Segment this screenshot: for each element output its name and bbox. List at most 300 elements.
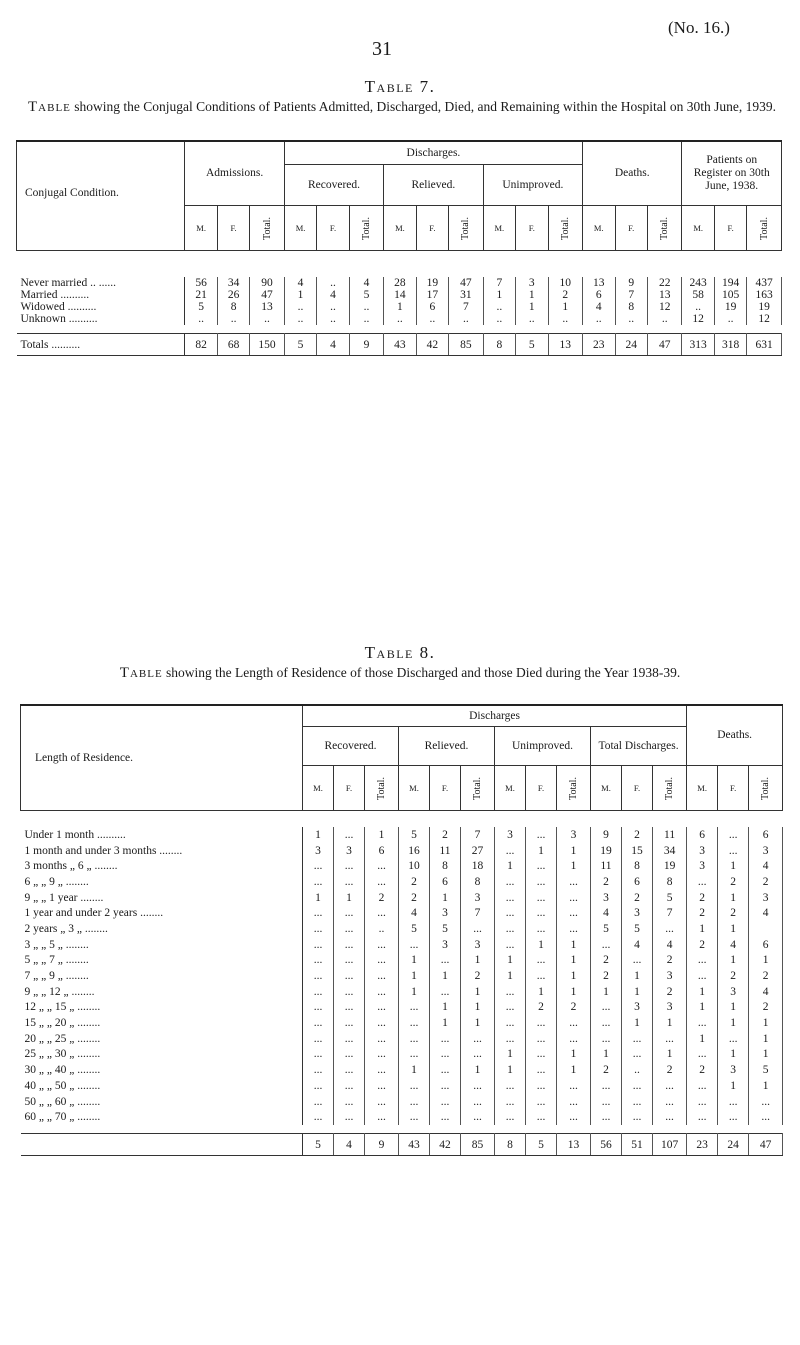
table-cell: 2 [399, 874, 430, 890]
table-cell: 3 [591, 890, 622, 906]
table-cell: ... [399, 1015, 430, 1031]
table-cell: ... [718, 1109, 749, 1125]
table-cell: ... [557, 1031, 591, 1047]
row-label: 9 „ „ 12 „ ........ [21, 984, 303, 1000]
table-cell: 1 [495, 1062, 526, 1078]
table-cell: 2 [557, 1000, 591, 1016]
table-cell: ... [399, 1047, 430, 1063]
row-label: 1 year and under 2 years ........ [21, 905, 303, 921]
table-cell: 8 [430, 858, 461, 874]
table-cell: ... [653, 921, 687, 937]
table-cell: 27 [461, 843, 495, 859]
totals-cell: 313 [682, 334, 714, 356]
totals-row [17, 334, 782, 356]
table-cell: 4 [749, 858, 783, 874]
table-cell: 1 [384, 301, 416, 313]
row-label: Married .......... [17, 289, 185, 301]
spacer-row [17, 325, 782, 334]
table-cell: ... [557, 1094, 591, 1110]
table8-caption-text: showing the Length of Residence of those Discharged and those Died during the Year 1938-39. [166, 665, 681, 680]
table-cell [749, 921, 783, 937]
table-cell: 4 [317, 289, 349, 301]
table-cell: 3 [495, 827, 526, 843]
table8-title: Table 8. [364, 643, 436, 662]
table-cell: 1 [399, 1062, 430, 1078]
totals-cell: 13 [548, 334, 583, 356]
col-header-f: F. [217, 206, 249, 251]
totals-cell: 42 [430, 1134, 461, 1156]
table-cell: ... [399, 1109, 430, 1125]
table-cell: ... [557, 1015, 591, 1031]
table-cell: 11 [591, 858, 622, 874]
table-cell: .. [284, 313, 316, 325]
table-row [21, 1062, 783, 1078]
totals-cell: 68 [217, 334, 249, 356]
table-cell: ... [495, 1000, 526, 1016]
table-cell: 3 [461, 890, 495, 906]
table-cell: 6 [416, 301, 448, 313]
table-cell: 2 [399, 890, 430, 906]
table-cell: 19 [416, 277, 448, 289]
col-header-m: M. [303, 766, 334, 811]
table-row [17, 277, 782, 289]
table-cell: ... [365, 1078, 399, 1094]
table-cell: 5 [749, 1062, 783, 1078]
table-cell: 1 [516, 301, 548, 313]
col-header-f: F. [526, 766, 557, 811]
table-cell: 7 [615, 289, 647, 301]
table-cell: ... [622, 1047, 653, 1063]
table-cell: 437 [747, 277, 782, 289]
totals-cell: 4 [334, 1134, 365, 1156]
table-cell: ... [591, 1078, 622, 1094]
table-cell: 47 [250, 289, 285, 301]
col-header-total [557, 766, 591, 811]
table-cell: 58 [682, 289, 714, 301]
table-cell: 4 [284, 277, 316, 289]
totals-cell: 51 [622, 1134, 653, 1156]
table-cell: 1 [622, 984, 653, 1000]
table-cell: 1 [399, 953, 430, 969]
table-cell: 1 [718, 1078, 749, 1094]
table-cell: ... [687, 953, 718, 969]
table-cell: 4 [583, 301, 615, 313]
col-header-m: M. [384, 206, 416, 251]
table-cell: 1 [749, 953, 783, 969]
table-cell: 1 [526, 984, 557, 1000]
table-cell: .. [284, 301, 316, 313]
table-cell: ... [365, 1031, 399, 1047]
row-label: Widowed .......... [17, 301, 185, 313]
table-cell: ... [365, 984, 399, 1000]
totals-cell: 318 [714, 334, 746, 356]
table-cell: 1 [718, 953, 749, 969]
table-cell: ... [303, 937, 334, 953]
table-cell: ... [334, 905, 365, 921]
table-cell: ... [303, 1015, 334, 1031]
table-cell: 5 [185, 301, 217, 313]
table-cell: 4 [749, 984, 783, 1000]
table-cell: 9 [591, 827, 622, 843]
row-label: 3 „ „ 5 „ ........ [21, 937, 303, 953]
totals-cell: 42 [416, 334, 448, 356]
table-cell: 56 [185, 277, 217, 289]
table-cell: 3 [516, 277, 548, 289]
totals-cell: 150 [250, 334, 285, 356]
table-cell: 1 [430, 968, 461, 984]
col-header-m: M. [399, 766, 430, 811]
table-cell: ... [334, 1031, 365, 1047]
table-cell: 1 [718, 1047, 749, 1063]
col-header-f: F. [516, 206, 548, 251]
table8-total-discharges-header: Total Discharges. [591, 727, 687, 766]
totals-cell: 56 [591, 1134, 622, 1156]
col-header-f: F. [718, 766, 749, 811]
table-cell: 2 [548, 289, 583, 301]
table-cell: ... [303, 1031, 334, 1047]
table-row [21, 1078, 783, 1094]
table-cell: 2 [687, 1062, 718, 1078]
table7-row-label-header: Conjugal Condition. [17, 141, 185, 251]
table-cell: 2 [591, 874, 622, 890]
table-row [21, 905, 783, 921]
table-cell: ... [687, 1094, 718, 1110]
totals-cell: 107 [653, 1134, 687, 1156]
col-header-f: F. [615, 206, 647, 251]
table-cell: 2 [687, 937, 718, 953]
table-cell: 4 [622, 937, 653, 953]
table-cell: ... [461, 1109, 495, 1125]
table8-caption-lead: Table [119, 665, 163, 681]
table-cell: ... [303, 1000, 334, 1016]
table-cell: 4 [718, 937, 749, 953]
col-header-total-text: Total. [559, 216, 571, 240]
table-cell: ... [749, 1094, 783, 1110]
col-header-total [749, 766, 783, 811]
table-cell: 3 [687, 858, 718, 874]
table-cell: 5 [622, 921, 653, 937]
table-cell: .. [622, 1062, 653, 1078]
totals-label: Totals .......... [17, 334, 185, 356]
table-cell: ... [653, 1078, 687, 1094]
table-cell: ... [334, 921, 365, 937]
col-header-total [349, 206, 383, 251]
table-row [21, 1015, 783, 1031]
table-cell: 4 [399, 905, 430, 921]
table-cell: ... [526, 890, 557, 906]
table-cell: 1 [622, 1015, 653, 1031]
table-cell: 1 [365, 827, 399, 843]
col-header-total [365, 766, 399, 811]
table-cell: 6 [622, 874, 653, 890]
col-header-total [548, 206, 583, 251]
table-cell: 2 [718, 905, 749, 921]
table-cell: ... [591, 1094, 622, 1110]
row-label: 15 „ „ 20 „ ........ [21, 1015, 303, 1031]
table-cell: ... [718, 827, 749, 843]
table8-deaths-header: Deaths. [687, 705, 783, 766]
col-header-total [449, 206, 483, 251]
table7-discharges-header: Discharges. [284, 141, 582, 165]
row-label: 7 „ „ 9 „ ........ [21, 968, 303, 984]
col-header-m: M. [284, 206, 316, 251]
col-header-total-text: Total. [472, 776, 483, 800]
table-cell: ... [495, 890, 526, 906]
spacer-cell [21, 1125, 783, 1134]
table-cell: ... [687, 1015, 718, 1031]
totals-cell: 5 [526, 1134, 557, 1156]
col-header-total-text: Total. [760, 776, 772, 800]
row-label: 12 „ „ 15 „ ........ [21, 1000, 303, 1016]
table-cell: 3 [653, 1000, 687, 1016]
table-cell: ... [334, 827, 365, 843]
table-cell: ... [687, 1078, 718, 1094]
table-cell: 3 [303, 843, 334, 859]
table-cell: 1 [303, 827, 334, 843]
table-cell: 1 [687, 1031, 718, 1047]
table-cell: 2 [749, 1000, 783, 1016]
table-cell: ... [495, 905, 526, 921]
totals-cell: 8 [483, 334, 515, 356]
table7-caption-lead: Table [28, 99, 71, 115]
table-cell: .. [317, 313, 349, 325]
row-label: 6 „ „ 9 „ ........ [21, 874, 303, 890]
totals-cell: 24 [718, 1134, 749, 1156]
table-cell: ... [303, 953, 334, 969]
table-cell: .. [714, 313, 746, 325]
table-cell: .. [349, 313, 383, 325]
row-label: Under 1 month .......... [21, 827, 303, 843]
table-cell: ... [430, 1031, 461, 1047]
table7-recovered-header: Recovered. [284, 165, 383, 206]
table-cell: ... [526, 874, 557, 890]
table-cell: 1 [303, 890, 334, 906]
col-header-total [653, 766, 687, 811]
table-cell: 2 [365, 890, 399, 906]
table-cell: 6 [687, 827, 718, 843]
col-header-f: F. [430, 766, 461, 811]
table7-caption [20, 98, 784, 116]
table-cell: 1 [749, 1078, 783, 1094]
table-cell: .. [365, 921, 399, 937]
col-header-m: M. [583, 206, 615, 251]
table-cell: ... [622, 1031, 653, 1047]
table-cell: ... [303, 1094, 334, 1110]
table-cell: 1 [430, 1000, 461, 1016]
table-cell: ... [303, 1062, 334, 1078]
table7-title: Table 7. [364, 77, 436, 96]
table-row [21, 984, 783, 1000]
table-row [21, 1047, 783, 1063]
table-cell: ... [334, 953, 365, 969]
table-cell: 19 [747, 301, 782, 313]
col-header-total-text: Total. [261, 216, 273, 240]
table-cell: 1 [461, 1000, 495, 1016]
table-row [21, 890, 783, 906]
col-header-total [250, 206, 285, 251]
table-cell: ... [526, 1094, 557, 1110]
table-cell: ... [557, 874, 591, 890]
table-cell: 1 [557, 843, 591, 859]
table7-caption-text: showing the Conjugal Conditions of Patients Admitted, Discharged, Died, and Remaining within the Hospital on 30th June, 1939. [74, 99, 776, 114]
table-cell: ... [526, 1047, 557, 1063]
table-cell: 19 [714, 301, 746, 313]
spacer-cell [17, 325, 782, 334]
table-cell: ... [430, 1094, 461, 1110]
table-cell: 7 [461, 827, 495, 843]
table-cell: ... [430, 1047, 461, 1063]
table-cell: 1 [334, 890, 365, 906]
table8 [20, 704, 783, 1156]
table-row [17, 289, 782, 301]
table-cell: ... [526, 921, 557, 937]
table-cell: 1 [591, 984, 622, 1000]
table8-caption [90, 664, 710, 682]
col-header-m: M. [682, 206, 714, 251]
row-label: 25 „ „ 30 „ ........ [21, 1047, 303, 1063]
table-cell: ... [526, 858, 557, 874]
table-cell: ... [495, 843, 526, 859]
table-cell: 34 [217, 277, 249, 289]
table-cell: 1 [557, 984, 591, 1000]
row-label: 3 months „ 6 „ ........ [21, 858, 303, 874]
table-row [21, 937, 783, 953]
table-cell: 14 [384, 289, 416, 301]
table-cell: ... [334, 1109, 365, 1125]
table-cell: 5 [591, 921, 622, 937]
table-cell: ... [495, 1094, 526, 1110]
table-cell: 34 [653, 843, 687, 859]
table-cell: ... [399, 1031, 430, 1047]
table-cell: 9 [615, 277, 647, 289]
row-label: Never married .. ...... [17, 277, 185, 289]
table-cell: 12 [747, 313, 782, 325]
table-cell: ... [557, 1078, 591, 1094]
table-cell: 3 [622, 1000, 653, 1016]
table-cell: ... [653, 1031, 687, 1047]
table-cell: 11 [430, 843, 461, 859]
table-cell: ... [557, 921, 591, 937]
table-cell: 1 [653, 1047, 687, 1063]
table-cell: 1 [718, 1015, 749, 1031]
table-cell: 194 [714, 277, 746, 289]
row-label: 9 „ „ 1 year ........ [21, 890, 303, 906]
col-header-m: M. [591, 766, 622, 811]
table-cell: 2 [718, 874, 749, 890]
table-cell: 2 [653, 984, 687, 1000]
table-cell: 19 [653, 858, 687, 874]
table-row [21, 1109, 783, 1125]
table-cell: 7 [653, 905, 687, 921]
table-cell: 3 [557, 827, 591, 843]
table-cell: ... [461, 1094, 495, 1110]
table-cell: .. [317, 277, 349, 289]
table-cell: ... [365, 1109, 399, 1125]
table8-recovered-header: Recovered. [303, 727, 399, 766]
table-cell: ... [334, 937, 365, 953]
table-cell: 2 [591, 953, 622, 969]
row-label: Unknown .......... [17, 313, 185, 325]
table-cell: 19 [591, 843, 622, 859]
table-cell: 2 [749, 968, 783, 984]
table-cell: 1 [557, 953, 591, 969]
table-cell: ... [687, 1047, 718, 1063]
table-cell: .. [217, 313, 249, 325]
table-cell: 3 [653, 968, 687, 984]
row-label: 30 „ „ 40 „ ........ [21, 1062, 303, 1078]
table-cell: 4 [349, 277, 383, 289]
table-cell: ... [334, 858, 365, 874]
table-cell: 2 [526, 1000, 557, 1016]
table-cell: 15 [622, 843, 653, 859]
table-cell: 6 [583, 289, 615, 301]
row-label: 50 „ „ 60 „ ........ [21, 1094, 303, 1110]
table-cell: ... [495, 1109, 526, 1125]
table-cell: ... [591, 1015, 622, 1031]
table-cell: ... [557, 890, 591, 906]
table-cell: 1 [548, 301, 583, 313]
table-cell: 22 [647, 277, 681, 289]
table-cell: 1 [591, 1047, 622, 1063]
totals-cell: 85 [461, 1134, 495, 1156]
table-cell: ... [334, 1047, 365, 1063]
table-cell: .. [185, 313, 217, 325]
table-cell: 7 [461, 905, 495, 921]
table-cell: 1 [687, 921, 718, 937]
table-cell: 1 [526, 843, 557, 859]
table-cell: 1 [483, 289, 515, 301]
table-cell: ... [334, 1062, 365, 1078]
totals-cell: 23 [687, 1134, 718, 1156]
table-cell: ... [526, 1015, 557, 1031]
table-cell: ... [526, 953, 557, 969]
table-cell: ... [687, 968, 718, 984]
table-cell: ... [687, 874, 718, 890]
col-header-total [747, 206, 782, 251]
totals-cell: 47 [749, 1134, 783, 1156]
table-cell: 1 [526, 937, 557, 953]
table-cell: ... [365, 1094, 399, 1110]
totals-cell: 631 [747, 334, 782, 356]
table-cell: ... [430, 953, 461, 969]
table-cell: 3 [718, 984, 749, 1000]
col-header-f: F. [334, 766, 365, 811]
totals-cell: 5 [516, 334, 548, 356]
table-cell: 5 [399, 827, 430, 843]
table-cell: 17 [416, 289, 448, 301]
table-cell: ... [303, 1109, 334, 1125]
col-header-f: F. [416, 206, 448, 251]
table-cell: .. [349, 301, 383, 313]
table-cell: ... [526, 1109, 557, 1125]
table-cell: .. [615, 313, 647, 325]
table-cell: 243 [682, 277, 714, 289]
table-cell: 1 [557, 937, 591, 953]
col-header-total-text: Total. [376, 776, 387, 800]
table-cell: ... [495, 921, 526, 937]
table-cell: ... [495, 1015, 526, 1031]
table-cell: 2 [687, 905, 718, 921]
table-cell: 3 [749, 843, 783, 859]
table-cell: 8 [461, 874, 495, 890]
table-cell: 90 [250, 277, 285, 289]
table-cell: .. [548, 313, 583, 325]
table-cell: ... [303, 984, 334, 1000]
col-header-total-text: Total. [360, 216, 372, 240]
table-cell: ... [430, 1078, 461, 1094]
table-cell: ... [303, 874, 334, 890]
table-cell: 28 [384, 277, 416, 289]
